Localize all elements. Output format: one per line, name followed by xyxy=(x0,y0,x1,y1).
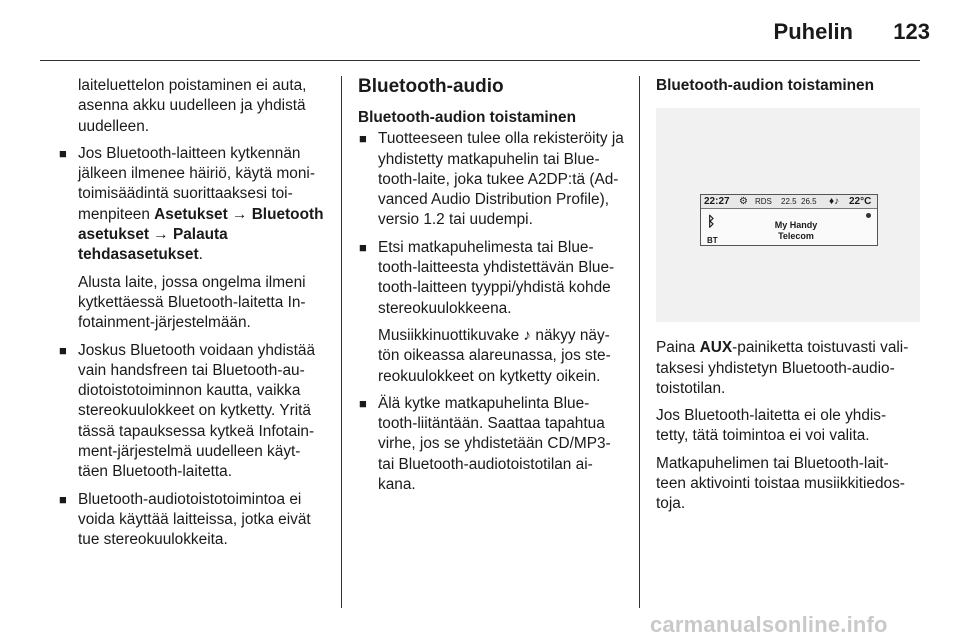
item-text-para: Musiikkinuottikuvake ♪ näkyy näy- tön oikeassa alareunassa, jos ste- reokuulokkeet on kytketty oikein. xyxy=(378,326,611,385)
bullet-icon: ■ xyxy=(59,491,67,507)
item-text: Jos Bluetooth-laitteen kytkennän jälkeen ilmenee häiriö, käytä moni- toimisäädintä suorittaaksesi toi- menpiteen xyxy=(78,144,315,223)
settings-icon: ⚙ xyxy=(739,196,748,208)
column-2 xyxy=(358,76,624,502)
paragraph xyxy=(656,338,922,399)
subsection-title: Bluetooth-audion toistaminen xyxy=(358,109,577,126)
item-text-para: Alusta laite, jossa ongelma ilmeni kytkettäessä Bluetooth-laitetta In- fotainment-järjestelmään. xyxy=(78,273,306,332)
item-text: Joskus Bluetooth voidaan yhdistää vain handsfreen tai Bluetooth-au- diotoistotoiminnon kautta, vaikka stereokuulokkeet on kytketty. Yritä tässä tapauksessa kytkeä Infotain- ment-järjestelmä uudelleen käyt- täen Bluetooth-laitetta. xyxy=(78,341,315,481)
arrow-icon: → xyxy=(153,226,169,244)
page-number: 123 xyxy=(893,19,930,44)
arrow-icon: → xyxy=(232,205,248,223)
list-item xyxy=(58,144,324,334)
menu-path-palauta: Palauta tehdasasetukset xyxy=(78,226,228,264)
clock: 22:27 xyxy=(704,196,730,208)
bullet-icon: ■ xyxy=(59,342,67,358)
temperature: 22°C xyxy=(849,196,872,208)
bullet-icon: ■ xyxy=(359,131,367,147)
menu-path-bluetooth: Bluetooth asetukset xyxy=(78,205,324,244)
item-text: Etsi matkapuhelimesta tai Blue- tooth-laitteesta yhdistettävän Blue- tooth-laitteen tyyppi/yhdistä kohde stereokuulokkeena. xyxy=(378,238,615,317)
continued-text: laiteluettelon poistaminen ei auta, asenna akku uudelleen ja yhdistä uudelleen. xyxy=(78,77,307,135)
display-figure xyxy=(656,108,920,322)
rds-indicator: RDS xyxy=(755,197,772,207)
paragraph-text: Paina xyxy=(656,339,700,357)
item-text: Tuotteeseen tulee olla rekisteröity ja yhdistetty matkapuhelin tai Blue- tooth-laite, joka tukee A2DP:tä (Ad- vanced Audio Distribution Profile), versio 1.2 tai uudempi. xyxy=(378,130,624,229)
bullet-icon: ■ xyxy=(59,145,67,161)
audio-icon: ♦♪ xyxy=(829,196,840,208)
menu-path-asetukset: Asetukset xyxy=(154,205,228,223)
bullet-icon: ■ xyxy=(359,395,367,411)
bullet-icon: ■ xyxy=(359,239,367,255)
indicator-dot-icon xyxy=(866,213,871,218)
device-name-line-2: Telecom xyxy=(778,231,814,242)
column-1 xyxy=(58,76,324,558)
bt-label: BT xyxy=(707,236,718,246)
paragraph-text: -painiketta toistuvasti vali- taksesi yhdistetyn Bluetooth-audio- toistotilan. xyxy=(656,339,909,397)
frequency-1: 22.5 xyxy=(781,197,797,207)
item-text: Bluetooth-audiotoistotoimintoa ei voida käyttää laitteissa, jotka eivät tue stereokuulokkeita. xyxy=(78,490,311,549)
aux-button-label: AUX xyxy=(699,339,733,357)
list-item xyxy=(358,238,624,387)
bluetooth-icon: ᛒ xyxy=(707,213,716,230)
status-bar xyxy=(701,195,877,209)
frequency-2: 26.5 xyxy=(801,197,817,207)
header-divider xyxy=(40,60,920,61)
list-item xyxy=(58,341,324,483)
column-3 xyxy=(656,76,922,522)
list-item xyxy=(58,490,324,551)
column-divider-2 xyxy=(639,76,640,608)
column-divider-1 xyxy=(341,76,342,608)
paragraph: Matkapuhelimen tai Bluetooth-lait- teen aktivointi toistaa musiikkitiedos- toja. xyxy=(656,454,905,513)
infotainment-screen xyxy=(700,194,878,246)
subsection-title: Bluetooth-audion toistaminen xyxy=(656,77,875,94)
item-text: Älä kytke matkapuhelinta Blue- tooth-liitäntään. Saattaa tapahtua virhe, jos se yhdistetään CD/MP3- tai Bluetooth-audiotoistotilan ai- kana. xyxy=(378,394,611,494)
item-text-end: . xyxy=(198,246,203,264)
list-item xyxy=(358,394,624,495)
watermark: carmanualsonline.info xyxy=(650,612,888,637)
paragraph: Jos Bluetooth-laitetta ei ole yhdis- tetty, tätä toimintoa ei voi valita. xyxy=(656,407,887,445)
list-item xyxy=(358,129,624,230)
section-title: Bluetooth-audio xyxy=(358,76,504,97)
device-name-line-1: My Handy xyxy=(774,220,818,231)
header-title: Puhelin xyxy=(773,19,853,44)
